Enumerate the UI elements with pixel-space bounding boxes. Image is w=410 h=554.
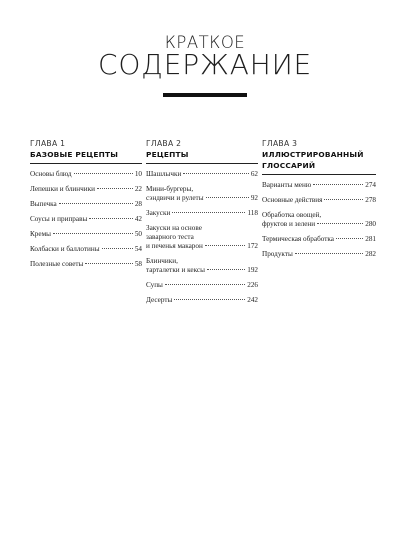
toc-entry-page: 172 bbox=[247, 242, 258, 250]
chapter-entries bbox=[30, 170, 142, 269]
toc-entry-title: Соусы и приправы bbox=[30, 215, 88, 223]
toc-entry-title: Основные действия bbox=[262, 196, 323, 204]
toc-entry-line bbox=[30, 170, 142, 179]
chapter-divider bbox=[262, 174, 376, 175]
toc-entry-title: заварного теста bbox=[146, 233, 194, 241]
dot-leader bbox=[206, 197, 249, 198]
toc-entry-page: 58 bbox=[134, 260, 142, 268]
toc-entry-line bbox=[30, 215, 142, 224]
chapter-entries bbox=[146, 170, 258, 305]
chapter-title: РЕЦЕПТЫ bbox=[146, 150, 189, 159]
toc-entry[interactable] bbox=[146, 185, 258, 203]
chapter-divider bbox=[30, 163, 142, 164]
toc-entry[interactable] bbox=[146, 209, 258, 218]
toc-entry-title: Супы bbox=[146, 281, 163, 289]
dot-leader bbox=[207, 269, 245, 270]
toc-entry-line bbox=[262, 220, 376, 229]
dot-leader bbox=[89, 218, 133, 219]
dot-leader bbox=[97, 188, 133, 189]
chapter-label: ГЛАВА 1 bbox=[30, 139, 66, 148]
toc-entry-title: Закуски на основе bbox=[146, 224, 202, 232]
toc-entry[interactable] bbox=[262, 181, 376, 190]
toc-entry-title: Варианты меню bbox=[262, 181, 312, 189]
toc-entry-page: 54 bbox=[134, 245, 142, 253]
toc-entry-page: 281 bbox=[365, 235, 376, 243]
dot-leader bbox=[172, 212, 245, 213]
toc-entry-line bbox=[146, 194, 258, 203]
page-title-line-2: СОДЕРЖАНИЕ bbox=[97, 48, 313, 81]
toc-entry-line bbox=[146, 296, 258, 305]
chapter-label: ГЛАВА 3 bbox=[262, 139, 298, 148]
toc-entry-title: Термическая обработка bbox=[262, 235, 334, 243]
chapter-column bbox=[30, 139, 142, 275]
page-title-line-1: КРАТКОЕ bbox=[164, 33, 246, 52]
toc-entry-title: фруктов и зелени bbox=[262, 220, 316, 228]
chapter-label: ГЛАВА 2 bbox=[146, 139, 182, 148]
toc-entry-page: 226 bbox=[247, 281, 258, 289]
toc-entry-line bbox=[262, 196, 376, 205]
toc-entry-page: 118 bbox=[247, 209, 258, 217]
toc-entry-title: сэндвичи и рулеты bbox=[146, 194, 204, 202]
toc-entry[interactable] bbox=[146, 281, 258, 290]
toc-entry[interactable] bbox=[146, 170, 258, 179]
dot-leader bbox=[295, 253, 363, 254]
toc-entry-line bbox=[30, 200, 142, 209]
toc-entry[interactable] bbox=[30, 215, 142, 224]
toc-entry[interactable] bbox=[30, 260, 142, 269]
chapter-divider bbox=[146, 163, 258, 164]
dot-leader bbox=[183, 173, 248, 174]
chapter-title: БАЗОВЫЕ РЕЦЕПТЫ bbox=[30, 150, 119, 159]
dot-leader bbox=[313, 184, 363, 185]
chapter-entries bbox=[262, 181, 376, 259]
toc-entry-page: 242 bbox=[247, 296, 258, 304]
toc-entry-title: Закуски bbox=[146, 209, 171, 217]
toc-entry[interactable] bbox=[30, 185, 142, 194]
toc-entry-page: 280 bbox=[365, 220, 376, 228]
toc-entry-title: Шашлычки bbox=[146, 170, 182, 178]
toc-entry[interactable] bbox=[262, 235, 376, 244]
toc-entry[interactable] bbox=[30, 230, 142, 239]
toc-entry-title: Полезные советы bbox=[30, 260, 84, 268]
dot-leader bbox=[324, 199, 363, 200]
toc-entry-page: 22 bbox=[134, 185, 142, 193]
toc-entry-title: Лепешки и блинчики bbox=[30, 185, 95, 193]
dot-leader bbox=[85, 263, 132, 264]
toc-entry-line bbox=[30, 260, 142, 269]
toc-entry-line bbox=[146, 281, 258, 290]
chapter-column bbox=[262, 139, 376, 265]
toc-entry-line bbox=[146, 257, 258, 266]
toc-entry-page: 62 bbox=[250, 170, 258, 178]
toc-entry-title: Продукты bbox=[262, 250, 293, 258]
dot-leader bbox=[102, 248, 133, 249]
toc-entry-page: 10 bbox=[134, 170, 142, 178]
toc-entry-title: Мини-бургеры, bbox=[146, 185, 194, 193]
dot-leader bbox=[53, 233, 133, 234]
toc-entry-title: Десерты bbox=[146, 296, 173, 304]
toc-entry-page: 274 bbox=[365, 181, 376, 189]
toc-entry-title: Колбаски и баллотины bbox=[30, 245, 100, 253]
toc-entry-title: и печенья макарон bbox=[146, 242, 203, 250]
dot-leader bbox=[59, 203, 133, 204]
toc-entry-page: 278 bbox=[365, 196, 376, 204]
toc-entry-line bbox=[146, 170, 258, 179]
toc-entry[interactable] bbox=[146, 224, 258, 251]
toc-entry-line bbox=[30, 245, 142, 254]
dot-leader bbox=[165, 284, 245, 285]
toc-entry[interactable] bbox=[262, 196, 376, 205]
toc-entry-page: 42 bbox=[134, 215, 142, 223]
toc-entry[interactable] bbox=[146, 257, 258, 275]
toc-entry-line bbox=[262, 235, 376, 244]
toc-entry-line bbox=[146, 224, 258, 233]
chapter-title: ГЛОССАРИЙ bbox=[262, 161, 316, 170]
toc-entry-title: Выпечка bbox=[30, 200, 57, 208]
toc-entry-line bbox=[146, 209, 258, 218]
dot-leader bbox=[205, 245, 245, 246]
toc-entry-title: Обработка овощей, bbox=[262, 211, 322, 219]
toc-entry[interactable] bbox=[30, 170, 142, 179]
title-underline bbox=[163, 93, 247, 97]
toc-entry[interactable] bbox=[262, 211, 376, 229]
toc-entry-line bbox=[146, 266, 258, 275]
toc-entry-page: 50 bbox=[134, 230, 142, 238]
toc-entry-title: Блинчики, bbox=[146, 257, 178, 265]
toc-entry-line bbox=[262, 181, 376, 190]
toc-entry-line bbox=[146, 185, 258, 194]
toc-entry[interactable] bbox=[146, 296, 258, 305]
toc-entry-line bbox=[146, 233, 258, 242]
dot-leader bbox=[336, 238, 363, 239]
toc-entry-line bbox=[30, 185, 142, 194]
toc-entry-page: 192 bbox=[247, 266, 258, 274]
toc-entry-title: Основы блюд bbox=[30, 170, 72, 178]
toc-entry-line bbox=[262, 250, 376, 259]
toc-entry-page: 282 bbox=[365, 250, 376, 258]
toc-entry-line bbox=[262, 211, 376, 220]
toc-entry[interactable] bbox=[262, 250, 376, 259]
toc-entry[interactable] bbox=[30, 245, 142, 254]
dot-leader bbox=[174, 299, 245, 300]
dot-leader bbox=[317, 223, 363, 224]
toc-entry-line bbox=[146, 242, 258, 251]
toc-entry[interactable] bbox=[30, 200, 142, 209]
toc-entry-title: Кремы bbox=[30, 230, 51, 238]
toc-entry-page: 28 bbox=[134, 200, 142, 208]
chapter-column bbox=[146, 139, 258, 311]
toc-entry-title: тарталетки и кексы bbox=[146, 266, 205, 274]
toc-entry-page: 92 bbox=[250, 194, 258, 202]
toc-entry-line bbox=[30, 230, 142, 239]
dot-leader bbox=[74, 173, 133, 174]
chapter-title: ИЛЛЮСТРИРОВАННЫЙ bbox=[262, 150, 364, 159]
